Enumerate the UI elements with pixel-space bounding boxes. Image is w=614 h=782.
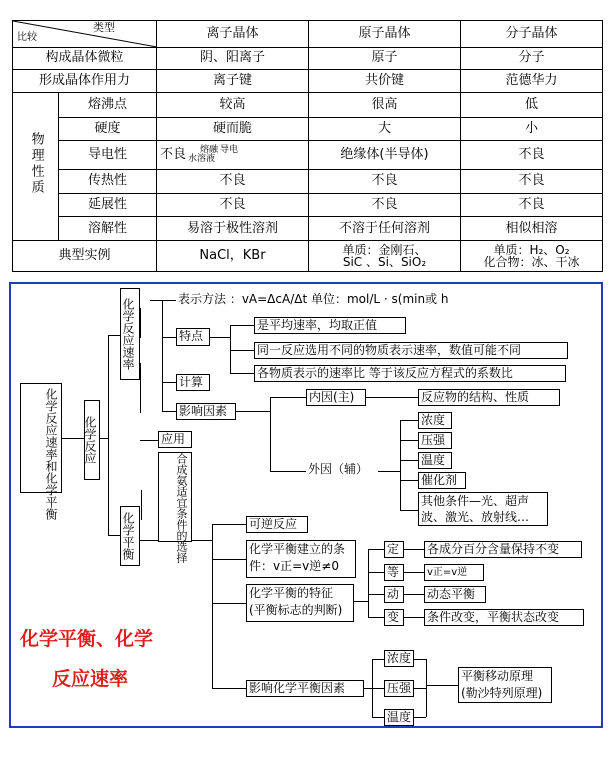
expression-text: 表示方法 ：vA=ΔcA/Δt 单位：mol/L · s(min或 h	[176, 292, 476, 309]
connector	[212, 559, 246, 560]
ext-item: 温度	[418, 452, 452, 469]
reaction-box: 化学反应	[84, 400, 100, 480]
connector	[230, 325, 231, 373]
connector	[404, 617, 424, 618]
connector	[368, 549, 369, 617]
eq-factors-box: 影响化学平衡因素	[246, 680, 364, 697]
external-text: 外因（辅）	[306, 462, 378, 480]
feature-item: 是平均速率，均取正值	[254, 317, 406, 334]
crystal-comparison-table	[12, 20, 603, 272]
connector	[368, 617, 384, 618]
cell: 较高	[157, 92, 309, 117]
note-bottom: 水溶液	[188, 154, 216, 165]
char-key: 变	[384, 609, 404, 626]
cell: 易溶于极性溶剂	[157, 217, 309, 241]
factors-box: 影响因素	[176, 403, 236, 420]
cell-example-atomic	[309, 241, 461, 272]
connector	[62, 438, 84, 439]
connector	[414, 659, 426, 660]
connector	[364, 688, 372, 689]
cell: 不良	[461, 193, 603, 217]
reversible-box: 可逆反应	[246, 516, 308, 533]
cell: 硬而脆	[157, 117, 309, 141]
cell: 原子	[309, 47, 461, 70]
cell: 不良	[309, 170, 461, 194]
connector	[162, 411, 176, 412]
rate-box: 化学反应速率	[120, 288, 140, 380]
connector	[404, 572, 424, 573]
char-value: 各成分百分含量保持不变	[424, 541, 582, 558]
establish-box	[246, 540, 356, 578]
connector	[372, 659, 384, 660]
row-label: 传热性	[59, 170, 157, 194]
connector	[212, 524, 246, 525]
ext-item: 催化剂	[418, 472, 466, 489]
connector	[236, 411, 270, 412]
connector	[140, 440, 158, 441]
connector	[368, 572, 384, 573]
cell: 大	[309, 117, 461, 141]
cell: 不良	[461, 141, 603, 170]
connector	[400, 510, 418, 511]
connector	[404, 594, 424, 595]
cell: 不良	[157, 193, 309, 217]
connector	[230, 373, 254, 374]
connector	[162, 337, 176, 338]
row-label: 导电性	[59, 141, 157, 170]
connector	[140, 363, 141, 413]
connector	[366, 397, 418, 398]
cell: 不良	[157, 170, 309, 194]
char-value: 条件改变，平衡状态改变	[424, 609, 584, 626]
connector	[141, 490, 142, 520]
connector	[426, 685, 458, 686]
corner-cell	[13, 21, 157, 48]
char-value: 动态平衡	[424, 586, 486, 603]
connector	[404, 549, 424, 550]
connector	[212, 524, 213, 688]
establish-line: 化学平衡建立的条	[249, 542, 346, 556]
cell: 范德华力	[461, 70, 603, 93]
cell: 阴、阳离子	[157, 47, 309, 70]
connector	[400, 460, 418, 461]
connector	[400, 440, 418, 441]
apply-box: 应用	[158, 431, 192, 448]
row-label: 典型实例	[13, 241, 157, 272]
connector	[426, 659, 427, 717]
cell: 不良	[160, 147, 187, 163]
cell: 低	[461, 92, 603, 117]
connector	[354, 601, 368, 602]
connector	[230, 325, 254, 326]
diagram-title-line2: 反应速率	[52, 668, 129, 690]
note-top: 熔融	[200, 145, 219, 156]
col-header: 分子晶体	[461, 21, 603, 48]
connector	[378, 471, 400, 472]
example-line: 化合物：冰、干冰	[483, 255, 580, 270]
row-label: 构成晶体微粒	[13, 47, 157, 70]
principle-box	[458, 667, 552, 703]
connector	[270, 397, 271, 471]
cell-example-molecular	[461, 241, 603, 272]
connector	[212, 603, 246, 604]
connector	[372, 717, 384, 718]
cell: 共价键	[309, 70, 461, 93]
eq-item: 压强	[384, 680, 414, 697]
connector	[212, 688, 246, 689]
cell: NaCl，KBr	[157, 241, 309, 272]
blank-footer	[0, 728, 614, 782]
industry-box: 合成氨适宜条件的选择	[158, 452, 192, 542]
col-header: 原子晶体	[309, 21, 461, 48]
example-line: 单质：金刚石、	[342, 243, 427, 258]
connector	[270, 471, 306, 472]
cell: 不溶于任何溶剂	[309, 217, 461, 241]
connector	[372, 688, 384, 689]
cell: 很高	[309, 92, 461, 117]
characteristics-line: (平衡标志的判断)	[249, 603, 343, 617]
connector	[414, 688, 426, 689]
ext-item: 压强	[418, 432, 452, 449]
connector	[368, 549, 384, 550]
other-line: 其他条件—光、超声	[421, 494, 530, 508]
characteristics-line: 化学平衡的特征	[249, 586, 334, 600]
char-key: 等	[384, 564, 404, 581]
connector	[400, 420, 418, 421]
cell: 小	[461, 117, 603, 141]
feature-item: 同一反应选用不同的物质表示速率，数值可能不同	[254, 342, 568, 359]
row-label: 硬度	[59, 117, 157, 141]
cell: 相似相溶	[461, 217, 603, 241]
example-line: 单质：H₂、O₂	[493, 243, 570, 258]
ext-item: 浓度	[418, 412, 452, 429]
cell: 分子	[461, 47, 603, 70]
principle-line: (勒沙特列原理)	[461, 686, 543, 700]
calc-box: 计算	[176, 374, 210, 391]
char-key: 定	[384, 541, 404, 558]
corner-compare: 比较	[17, 32, 37, 43]
char-key: 动	[384, 586, 404, 603]
eq-item: 浓度	[384, 650, 414, 667]
char-value: v正=v逆	[424, 564, 484, 581]
cell: 绝缘体(半导体)	[309, 141, 461, 170]
cell: 不良	[461, 170, 603, 194]
connector	[414, 717, 426, 718]
cell: 不良	[309, 193, 461, 217]
connector	[400, 420, 401, 510]
features-box: 特点	[176, 328, 210, 346]
other-line: 波、激光、放射线…	[421, 510, 530, 524]
row-label: 溶解性	[59, 217, 157, 241]
principle-line: 平衡移动原理	[461, 669, 534, 683]
connector	[270, 397, 306, 398]
connector	[162, 382, 176, 383]
note-right: 导电	[220, 145, 239, 156]
row-label: 形成晶体作用力	[13, 70, 157, 93]
establish-line: 件：v正=v逆≠0	[249, 559, 339, 573]
cell: 离子键	[157, 70, 309, 93]
connector	[210, 337, 230, 338]
phys-group-label: 物理性质	[28, 132, 44, 197]
connector	[100, 438, 108, 439]
root-box: 化学反应速率和化学平衡	[20, 383, 62, 493]
phys-group-cell	[13, 92, 59, 240]
connector	[400, 480, 418, 481]
cell-conductivity-ionic	[157, 141, 309, 170]
feature-item: 各物质表示的速率比 等于该反应方程式的系数比	[254, 365, 566, 382]
diagram-title-line1: 化学平衡、化学	[20, 628, 154, 650]
row-label: 熔沸点	[59, 92, 157, 117]
connector	[108, 335, 109, 535]
other-conditions-box	[418, 492, 548, 526]
eq-item: 温度	[384, 709, 414, 726]
connector	[162, 300, 163, 412]
col-header: 离子晶体	[157, 21, 309, 48]
example-line: SiC 、Si、SiO₂	[342, 255, 427, 270]
connector	[230, 350, 254, 351]
characteristics-box	[246, 584, 354, 622]
corner-type: 类型	[93, 21, 115, 34]
connector	[150, 300, 176, 301]
row-label: 延展性	[59, 193, 157, 217]
connector	[140, 308, 141, 338]
equilibrium-box: 化学平衡	[120, 506, 140, 566]
connector	[368, 594, 384, 595]
internal-item: 反应物的结构、性质	[418, 389, 560, 406]
internal-box: 内因(主)	[306, 389, 366, 406]
